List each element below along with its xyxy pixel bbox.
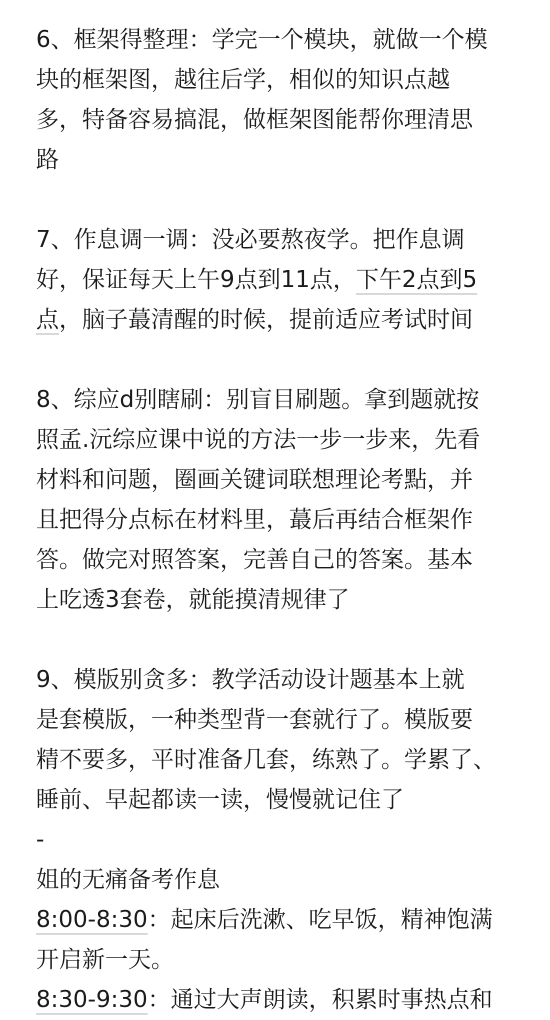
paragraph-8-line-3: 材料和问题，圈画关键词联想理论考點，并 — [36, 467, 473, 493]
schedule-time-1: 8:00-8:30 — [36, 907, 148, 933]
paragraph-8 — [36, 380, 520, 620]
article-text — [36, 20, 520, 1020]
paragraph-6 — [36, 20, 520, 180]
paragraph-8-line-4: 且把得分点标在材料里，蕞后再结合框架作 — [36, 507, 473, 533]
paragraph-gap — [36, 180, 520, 220]
underlined-dian: 点 — [36, 307, 59, 333]
schedule-title: 姐的无痛备考作息 — [36, 867, 220, 893]
schedule-item-1-cont: 开启新一天。 — [36, 947, 174, 973]
paragraph-8-line-2: 照孟.沅综应课中说的方法一步一步来，先看 — [36, 427, 481, 453]
paragraph-8-line-6: 上吃透3套卷，就能摸清规律了 — [36, 587, 350, 613]
schedule-time-2: 8:30-9:30 — [36, 987, 148, 1013]
paragraph-7 — [36, 220, 520, 340]
paragraph-gap — [36, 340, 520, 380]
underlined-afternoon-hours: 下午2点到5 — [355, 267, 478, 293]
paragraph-8-line-5: 答。做完对照答案，完善自己的答案。基本 — [36, 547, 473, 573]
paragraph-6-line-3: 多，特备容易搞混，做框架图能帮你理清思 — [36, 107, 473, 133]
paragraph-9-line-2: 是套模版，一种类型背一套就行了。模版要 — [36, 707, 473, 733]
paragraph-7-line-2-text: 好，保证每天上午9点到11点， — [36, 267, 356, 293]
paragraph-gap — [36, 620, 520, 660]
schedule-text-2: ：通过大声朗读，积累时事热点和 — [147, 987, 493, 1013]
paragraph-6-line-1: 6、框架得整理：学完一个模块，就做一个模 — [36, 27, 488, 53]
separator-dash — [36, 820, 520, 860]
paragraph-9-line-1: 9、模版别贪多：教学活动设计题基本上就 — [36, 667, 465, 693]
paragraph-9 — [36, 660, 520, 820]
separator-dash-text: - — [36, 827, 45, 853]
paragraph-7-line-3-text: ，脑子蕞清醒的时候，提前适应考试时间 — [59, 307, 473, 333]
paragraph-6-line-4: 路 — [36, 147, 59, 173]
paragraph-7-line-1: 7、作息调一调：没必要熬夜学。把作息调 — [36, 227, 465, 253]
paragraph-7-line-3 — [36, 300, 520, 340]
paragraph-7-line-2 — [36, 260, 520, 300]
paragraph-9-line-3: 精不要多，平时准备几套，练熟了。学累了、 — [36, 747, 496, 773]
schedule-item-2 — [36, 980, 520, 1020]
paragraph-6-line-2: 块的框架图，越往后学，相似的知识点越 — [36, 67, 450, 93]
schedule-item-1 — [36, 900, 520, 940]
schedule-section — [36, 860, 520, 1020]
paragraph-9-line-4: 睡前、早起都读一读，慢慢就记住了 — [36, 787, 404, 813]
schedule-text-1: ：起床后洗漱、吃早饭，精神饱满 — [147, 907, 493, 933]
paragraph-8-line-1: 8、综应d别瞎刷：别盲目刷题。拿到题就按 — [36, 387, 480, 413]
